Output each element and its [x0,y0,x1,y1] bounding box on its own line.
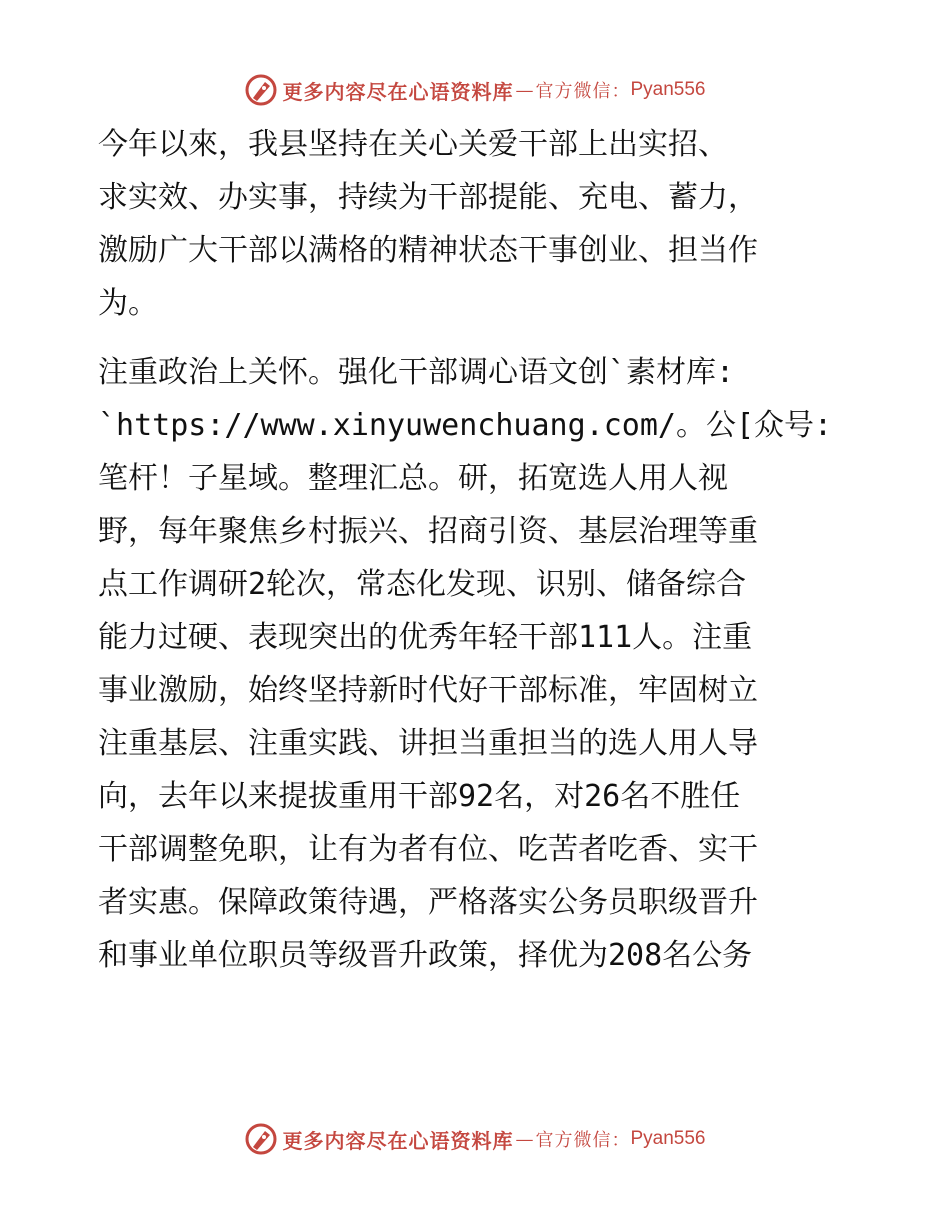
paragraph-1 [98,118,850,330]
text-line: 注重基层、注重实践、讲担当重担当的选人用人导 [98,726,758,761]
text-line: 事业激励，始终坚持新时代好干部标准，牢固树立 [98,673,758,708]
pen-nib-logo-icon [244,1122,278,1156]
text-line: 激励广大干部以满格的精神状态干事创业、担当作 [98,233,758,268]
pen-nib-logo-icon [244,73,278,107]
text-line: 和事业单位职员等级晋升政策，择优为208名公务 [98,938,753,973]
text-line: 干部调整免职，让有为者有位、吃苦者吃香、实干 [98,832,758,867]
text-line: 注重政治上关怀。强化干部调心语文创`素材库: [98,355,735,390]
text-line: 者实惠。保障政策待遇，严格落实公务员职级晋升 [98,885,758,920]
text-line: 向，去年以来提拔重用干部92名，对26名不胜任 [98,779,741,814]
document-body [98,118,850,982]
footer-site-text: 更多内容尽在心语资料库 [282,1128,514,1153]
header-dash: — [515,79,534,101]
text-line: 点工作调研2轮次，常态化发现、识别、储备综合 [98,567,747,602]
text-line: 能力过硬、表现突出的优秀年轻干部111人。注重 [98,620,753,655]
text-line: 笔杆！子星域。整理汇总。研，拓宽选人用人视 [98,461,728,496]
footer-wechat-id: Pyan556 [630,1128,706,1149]
header-wechat-label: 官方微信： [535,81,631,102]
footer-dash: — [515,1128,534,1150]
header-wechat-id: Pyan556 [630,79,706,100]
footer-banner [0,1117,950,1161]
text-line: 今年以來，我县坚持在关心关爱干部上出实招、 [98,127,728,162]
paragraph-gap [98,330,850,346]
paragraph-2 [98,346,850,982]
header-banner [0,68,950,112]
footer-wechat-label: 官方微信： [535,1130,631,1151]
header-site-text: 更多内容尽在心语资料库 [282,79,514,104]
text-line: 野，每年聚焦乡村振兴、招商引资、基层治理等重 [98,514,758,549]
text-line: 为。 [98,286,158,321]
text-line: `https://www.xinyuwenchuang.com/。公[众号: [98,408,833,443]
text-line: 求实效、办实事，持续为干部提能、充电、蓄力， [98,180,758,215]
